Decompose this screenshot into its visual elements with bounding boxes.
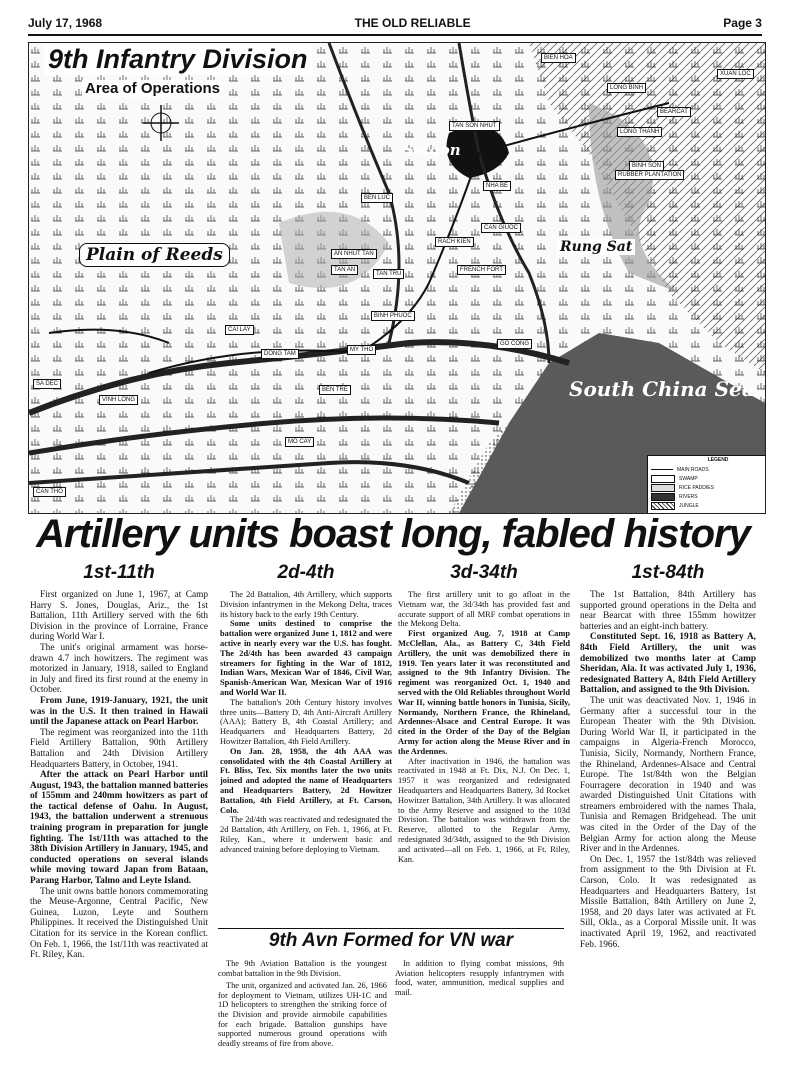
place-label: XUAN LOC xyxy=(717,69,754,79)
region-south-china-sea: South China Sea xyxy=(569,377,755,401)
place-label: TAN TRU xyxy=(373,269,404,279)
place-label: DONG TAM xyxy=(261,349,299,359)
article-title: 9th Avn Formed for VN war xyxy=(218,928,564,953)
paragraph: In addition to flying combat missions, 9th Aviation helicopters resupply infantrymen with food, water, ammunition, medical supplies and mail. xyxy=(395,959,564,997)
place-label: SA DEC xyxy=(33,379,61,389)
operations-map xyxy=(28,42,766,514)
paragraph: The unit was deactivated Nov. 1, 1946 in Germany after a successful tour in the European Theater with the 9th Division. During World War II, it participated in the campaigns in Algeria-French Morocco, Tunisia, Sicily, Normandy, Northern France, the Rhineland, Ardennes-Alsace and Central Europe. The 1st/84th won the Belgian Fourragere decoration in 1940 and was awarded Distinguished Unit Citations with streamers embroidered with the names Thala, Tunisia and Remagen Bridgehead. The unit was cited in the Order of the Day of the Belgian Army for action along the Meuse River and in the Ardennes. xyxy=(580,695,756,855)
aviation-body xyxy=(218,959,564,1051)
paragraph: On Dec. 1, 1957 the 1st/84th was relieved from assignment to the 9th Division at Ft. Carson, Colo. It was redesignated as Headquarters and Headquarters Battery, 1st Missile Battalion, 84th Artillery on June 2, 1958, and 20 days later was activated at Ft. Sill, Okla., as a Corporal Missile unit. It was inactivated April 19, 1962, and reactivated Feb. 1966. xyxy=(580,854,756,950)
place-label: MY THO xyxy=(347,345,376,355)
place-label: GO CONG xyxy=(497,339,532,349)
article-9th-aviation xyxy=(218,928,564,1051)
article-title: 1st-84th xyxy=(631,562,705,583)
issue-date: July 17, 1968 xyxy=(28,16,103,30)
legend-item: RICE PADDIES xyxy=(648,483,766,492)
legend-item: JUNGLE xyxy=(648,501,766,510)
map-legend xyxy=(647,455,766,514)
legend-item: SWAMP xyxy=(648,474,766,483)
paragraph: The battalion's 20th Century history involves three units—Battery D, 4th Anti-Aircraft Artillery (AAA); Battery B, 4th Coastal Artillery; and Headquarters and Headquarters Battery, 2d Howitzer Battalion, 4th Field Artillery. xyxy=(220,697,392,746)
place-label: MO CAY xyxy=(285,437,314,447)
place-label: BINH PHUOC xyxy=(371,311,415,321)
legend-item: RIVERS xyxy=(648,492,766,501)
paragraph: Constituted Sept. 16, 1918 as Battery A, 84th Field Artillery, the unit was demobilized two months later at Camp Sheridan, Ala. It was activated July 1, 1936, redesignated Battery A, 84th Field Artillery Battalion, and assigned to the 9th Division. xyxy=(580,632,756,696)
place-label: BEARCAT xyxy=(657,107,691,117)
paragraph: The 2d/4th was reactivated and redesignated the 2d Battalion, 4th Artillery, on Feb. 1, 1966, at Ft. Riley, Kan., where it underwent basic and advanced training before deploying to Vietnam. xyxy=(220,815,392,854)
article-3d-34th xyxy=(398,562,570,864)
paragraph: On Jan. 28, 1958, the 4th AAA was consolidated with the 4th Coastal Artillery at Ft. Bliss, Tex. Six months later the two units joined and adopted the name of Headquarters and Headquarters Battery, 2d Howitzer Battalion, 4th Field Artillery, at Ft. Carson, Colo. xyxy=(220,746,392,815)
place-label: FRENCH FORT xyxy=(457,265,506,275)
paragraph: First organized Aug. 7, 1918 at Camp McClellan, Ala., as Battery C, 34th Field Artillery, the unit was demobilized there in 1919. Ten years later it was reconstituted and assigned to the 9th Infantry Division. The regiment was reorganized Oct. 1, 1940 and served with the Old Reliables throughout World War II, winning battle honors in Tunisia, Sicily, Normandy, Northern France, the Rhineland, Ardennes-Alsace and Central Europe. It was cited in the Order of the Day of the Belgian Army for action along the Meuse River and in the Ardennes. xyxy=(398,629,570,756)
place-label: CAN GIUOC xyxy=(481,223,521,233)
legend-item: MAIN ROADS xyxy=(648,465,766,474)
place-label: VINH LONG xyxy=(99,395,138,405)
place-label: BIEN HOA xyxy=(541,53,576,63)
place-label: BEN TRE xyxy=(319,385,351,395)
article-1st-84th xyxy=(580,562,756,950)
headline: Artillery units boast long, fabled history xyxy=(36,512,750,556)
region-saigon: Saigon xyxy=(403,141,461,159)
article-title: 2d-4th xyxy=(277,562,335,583)
place-label: TAN SON NHUT xyxy=(449,121,500,131)
paragraph: The 9th Aviation Battalion is the youngest combat battalion in the 9th Division. xyxy=(218,959,387,978)
place-label: BINH SON xyxy=(629,161,664,171)
paragraph: The 1st Battalion, 84th Artillery has supported ground operations in the Delta and near Bearcat with three 155mm howitzer batteries and an eight-inch battery. xyxy=(580,590,756,632)
header-rule xyxy=(28,34,762,36)
paragraph: The unit, organized and activated Jan. 26, 1966 for deployment to Vietnam, utilizes UH-1C and 1D helicopters to strengthen the striking force of the Division and provide airmobile capabilities for each brigade. Battalion gunships have supported numerous ground operations with deadly streams of fire from above. xyxy=(218,981,387,1048)
article-title: 1st-11th xyxy=(83,562,155,583)
paragraph: The unit owns battle honors commemorating the Meuse-Argonne, Central Pacific, New Guinea, Luzon, Leyte and Southern Philippines. It received the Distinguished Unit Citation for its service in the Korean conflict. On Feb. 1, 1966, the 1st/11th was reactivated at Ft. Riley, Kan. xyxy=(30,886,208,961)
map-title: 9th Infantry Division xyxy=(44,44,312,75)
page-number: Page 3 xyxy=(723,16,762,30)
article-1st-11th xyxy=(30,562,208,961)
paragraph: The unit's original armament was horse-drawn 4.7 inch howitzers. The regiment was motorized in January, 1918, sailed to England in July and fired its first round at the enemy in October. xyxy=(30,642,208,696)
place-label: NHA BE xyxy=(483,181,511,191)
paragraph: The 2d Battalion, 4th Artillery, which supports Division infantrymen in the Mekong Delta, traces its history back to the early 19th Century. xyxy=(220,590,392,619)
paragraph: From June, 1919-January, 1921, the unit was in the U.S. It then trained in Hawaii until the Japanese attack on Pearl Harbor. xyxy=(30,695,208,728)
place-label: RACH KIEN xyxy=(435,237,474,247)
place-label: CAN THO xyxy=(33,487,66,497)
page-header xyxy=(28,14,762,32)
place-label: LONG THANH xyxy=(617,127,662,137)
paragraph: The regiment was reorganized into the 11th Field Artillery Battalion, 90th Artillery Battalion and 24th Division Artillery Headquarters Battery, in October, 1941. xyxy=(30,727,208,770)
paragraph: First organized on June 1, 1967, at Camp Harry S. Jones, Douglas, Ariz., the 1st Battalion, 11th Artillery served with the 6th Division in the province of Lorraine, France during World War I. xyxy=(30,590,208,643)
region-rung-sat: Rung Sat xyxy=(557,239,635,255)
article-2d-4th xyxy=(220,562,392,855)
map-subtitle: Area of Operations xyxy=(82,80,223,97)
place-label: RUBBER PLANTATION xyxy=(615,170,684,180)
article-title: 3d-34th xyxy=(450,562,518,583)
legend-title: LEGEND xyxy=(707,457,729,463)
place-label: TAN AN xyxy=(331,265,358,275)
paragraph: After inactivation in 1946, the battalion was reactivated in 1948 at Ft. Dix, N.J. On Dec. 1, 1957 it was reorganized and redesignated Headquarters and Headquarters Battery, 3d Rocket Howitzer Battalion, 34th Artillery. It was allocated to the Army Reserve and assigned to the 103d Division. The battalion was withdrawn from the Reserve, allotted to the Regular Army, redesignated 3d/34th, assigned to the 9th Division and activated—all on Feb. 1, 1966, at Ft. Riley, Kan. xyxy=(398,756,570,864)
paragraph: Some units destined to comprise the battalion were organized June 1, 1812 and were active in nearly every war the U.S. has fought. The 2d/4th has been awarded 43 campaign streamers for fighting in the War of 1812, Indian Wars, Mexican War of 1846, Civil War, Spanish-American War, Mexican War of 1916 and World War II. xyxy=(220,619,392,697)
paragraph: After the attack on Pearl Harbor until August, 1943, the battalion manned batteries of 155mm and 240mm howitzers as part of the tactical defense of Oahu. In August, 1943, the battalion underwent a strenuous training program in preparation for jungle fighting. The 1st/11th was attached to the 38th Division Artillery in January, 1945, and conducted operations on several islands while moving toward Japan from Bataan, Parang Harbor, Talmo and Leyte Island. xyxy=(30,770,208,887)
newspaper-name: THE OLD RELIABLE xyxy=(354,16,471,30)
place-label: AN NHUT TAN xyxy=(331,249,377,259)
paragraph: The first artillery unit to go afloat in the Vietnam war, the 3d/34th has provided fast and accurate support of all MRF combat operations in the Mekong Delta. xyxy=(398,590,570,629)
place-label: LONG BINH xyxy=(607,83,646,93)
region-plain-of-reeds: Plain of Reeds xyxy=(79,243,230,267)
place-label: BEN LUC xyxy=(361,193,393,203)
place-label: CAI LAY xyxy=(225,325,254,335)
